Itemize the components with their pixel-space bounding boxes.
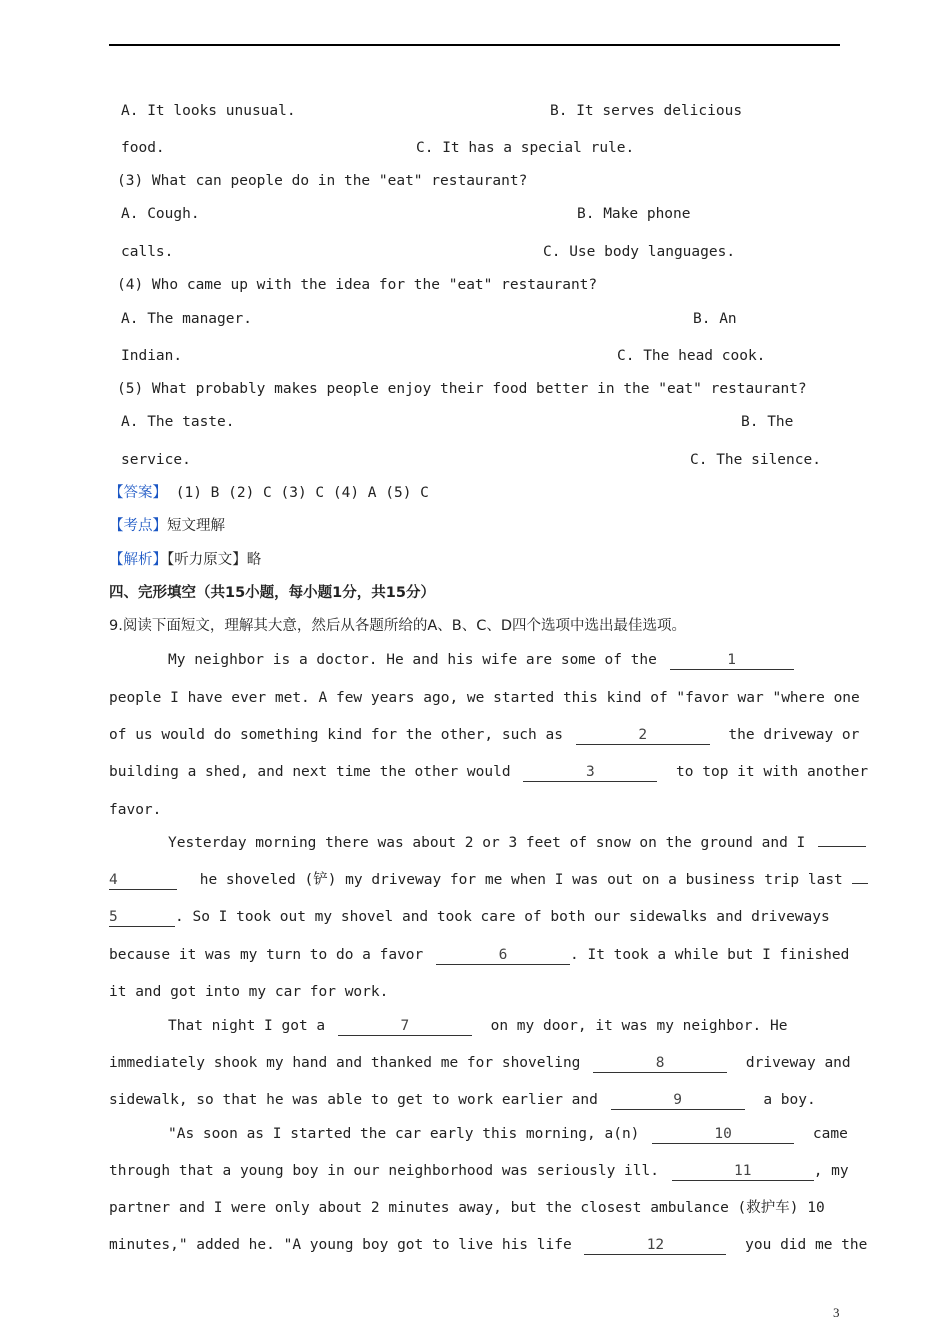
section-title: 四、完形填空（共15小题，每小题1分，共15分） — [109, 585, 435, 601]
page-number: 3 — [833, 1305, 840, 1320]
q3-option-b-cont: calls. — [121, 244, 174, 260]
q2-option-b: B. It serves delicious — [550, 103, 743, 119]
blank-4-start — [818, 846, 866, 847]
q4-option-c: C. The head cook. — [617, 348, 766, 364]
q2-option-a: A. It looks unusual. — [121, 103, 296, 119]
q2-option-c: C. It has a special rule. — [416, 140, 635, 156]
jiexi-line — [109, 550, 261, 570]
q3-option-a: A. Cough. — [121, 206, 200, 222]
blank-6[interactable]: 6 — [436, 946, 570, 965]
q4-option-a: A. The manager. — [121, 311, 252, 327]
passage-line-6: Yesterday morning there was about 2 or 3 feet of snow on the ground and I — [168, 833, 866, 853]
blank-9[interactable]: 9 — [611, 1091, 745, 1110]
answer-line — [109, 483, 429, 503]
blank-10[interactable]: 10 — [652, 1125, 794, 1144]
kaodian-label: 【考点】 — [109, 518, 167, 534]
passage-line-11: That night I got a 7 on my door, it was my neighbor. He — [168, 1018, 788, 1034]
q5-option-c: C. The silence. — [690, 452, 821, 468]
passage-line-12: immediately shook my hand and thanked me for shoveling 8 driveway and — [109, 1055, 851, 1071]
passage-line-17: minutes," added he. "A young boy got to live his life 12 you did me the — [109, 1237, 868, 1253]
q4-stem: (4) Who came up with the idea for the "eat" restaurant? — [117, 277, 598, 293]
answer-label: 【答案】 — [109, 485, 167, 501]
blank-5[interactable]: 5 — [109, 908, 175, 927]
q3-option-b: B. Make phone — [577, 206, 691, 222]
passage-line-7: 4 he shoveled (铲) my driveway for me when I was out on a business trip last — [109, 870, 868, 890]
passage-line-1: My neighbor is a doctor. He and his wife are some of the 1 — [168, 650, 794, 670]
blank-11[interactable]: 11 — [672, 1162, 814, 1181]
blank-3[interactable]: 3 — [523, 763, 657, 782]
passage-line-8: 5 . So I took out my shovel and took care of both our sidewalks and driveways — [109, 909, 830, 925]
blank-12[interactable]: 12 — [584, 1236, 726, 1255]
jiexi-text: 【听力原文】略 — [167, 552, 262, 568]
q3-stem: (3) What can people do in the "eat" restaurant? — [117, 173, 528, 189]
passage-line-15: through that a young boy in our neighborhood was seriously ill. 11 , my — [109, 1163, 849, 1179]
q4-option-b-cont: Indian. — [121, 348, 183, 364]
blank-4[interactable]: 4 — [109, 871, 177, 890]
blank-5-start — [852, 883, 868, 884]
passage-line-13: sidewalk, so that he was able to get to work earlier and 9 a boy. — [109, 1092, 816, 1108]
blank-8[interactable]: 8 — [593, 1054, 727, 1073]
q9-intro: 9.阅读下面短文，理解其大意，然后从各题所给的A、B、C、D四个选项中选出最佳选项。 — [109, 618, 686, 634]
passage-line-4: building a shed, and next time the other would 3 to top it with another — [109, 764, 869, 780]
header-rule — [109, 44, 840, 46]
q5-stem: (5) What probably makes people enjoy their food better in the "eat" restaurant? — [117, 381, 807, 397]
q4-option-b: B. An — [693, 311, 737, 327]
blank-7[interactable]: 7 — [338, 1017, 472, 1036]
q3-option-c: C. Use body languages. — [543, 244, 736, 260]
passage-line-16: partner and I were only about 2 minutes away, but the closest ambulance (救护车) 10 — [109, 1200, 825, 1216]
q5-option-a: A. The taste. — [121, 414, 235, 430]
kaodian-line — [109, 516, 225, 536]
passage-line-5: favor. — [109, 802, 162, 818]
kaodian-text: 短文理解 — [167, 518, 225, 534]
q5-option-b-cont: service. — [121, 452, 191, 468]
answer-text: (1) B (2) C (3) C (4) A (5) C — [167, 485, 429, 501]
blank-2[interactable]: 2 — [576, 726, 710, 745]
passage-line-9: because it was my turn to do a favor 6 . It took a while but I finished — [109, 947, 850, 963]
passage-line-10: it and got into my car for work. — [109, 984, 389, 1000]
passage-line-14: "As soon as I started the car early this morning, a(n) 10 came — [168, 1126, 848, 1142]
passage-line-2: people I have ever met. A few years ago, we started this kind of "favor war "where one — [109, 690, 860, 706]
blank-1[interactable]: 1 — [670, 651, 794, 670]
q2-option-b-cont: food. — [121, 140, 165, 156]
q5-option-b: B. The — [741, 414, 794, 430]
jiexi-label: 【解析】 — [109, 552, 167, 568]
passage-line-3: of us would do something kind for the other, such as 2 the driveway or — [109, 727, 860, 743]
